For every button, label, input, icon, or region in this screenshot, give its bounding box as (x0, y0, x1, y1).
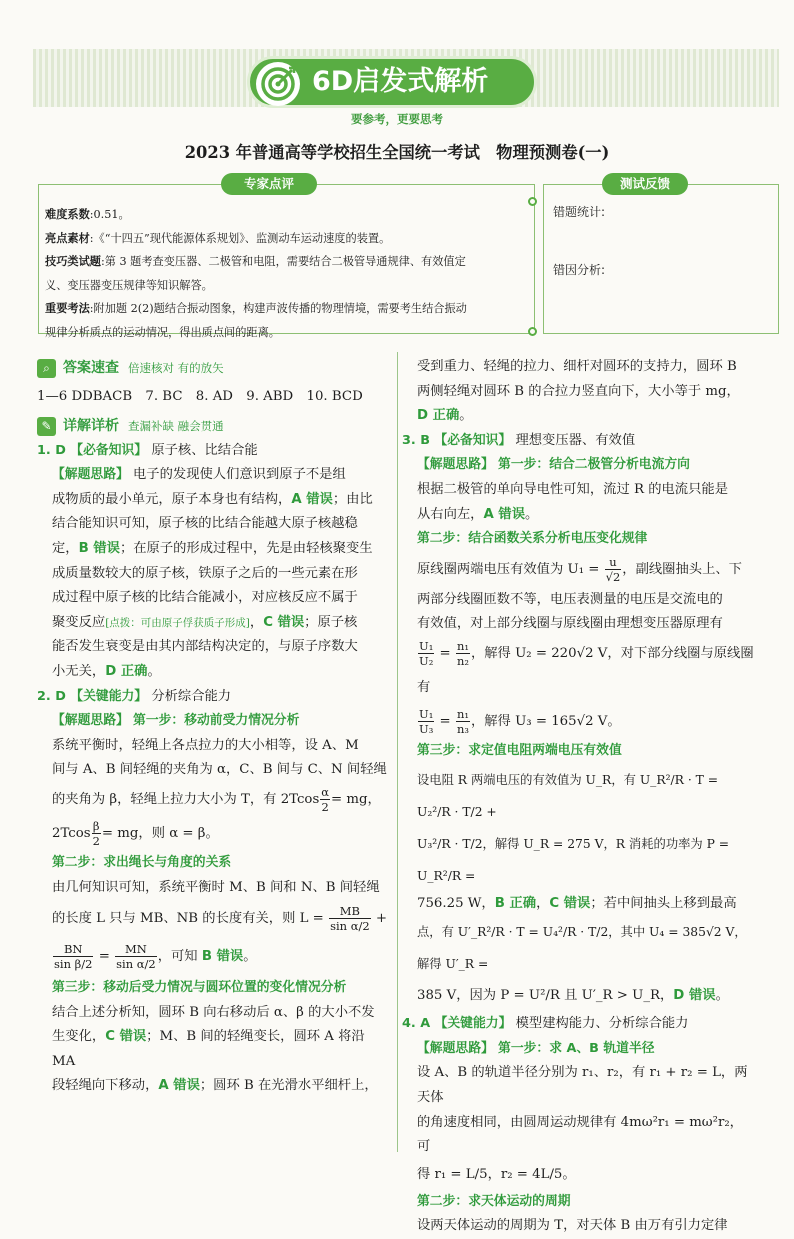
logo-text: 6D启发式解析 (312, 66, 489, 97)
difficulty-value: :0.51。 (89, 208, 130, 221)
wrong-count-label: 错题统计: (553, 205, 606, 219)
q2-heading: 2. D 【关键能力】 分析综合能力 (37, 688, 232, 704)
q3-heading: 3. B 【必备知识】 理想变压器、有效值 (402, 432, 636, 448)
skill-label: 技巧类试题 (45, 255, 101, 268)
explain-subtitle: 查漏补缺 融会贯通 (128, 419, 224, 434)
answers-subtitle: 倍速核对 有的放矢 (128, 360, 224, 375)
search-icon: ⌕ (37, 359, 56, 378)
brand-logo (247, 56, 537, 108)
skill-value-cont: 义、变压器变压规律等知识解答。 (45, 278, 213, 292)
column-divider (397, 352, 398, 1152)
answers-line: 1—6 DDBACB 7. BC 8. AD 9. ABD 10. BCD (37, 389, 363, 404)
expert-panel-content (45, 203, 530, 344)
skill-value: :第 3 题考查变压器、二极管和电阻，需要结合二极管导通规律、有效值定 (100, 255, 466, 268)
q1-heading: 1. D 【必备知识】 原子核、比结合能 (37, 442, 258, 458)
target-icon (256, 62, 300, 106)
highlight-value: :《“十四五”现代能源体系规划》、监测动车运动速度的装置。 (89, 231, 391, 245)
key-method-value: :附加题 2(2)题结合振动图象，构建声波传播的物理情境，需要考生结合振动 (89, 302, 467, 315)
edit-icon: ✎ (37, 417, 56, 436)
expert-panel-tab: 专家点评 (221, 173, 317, 195)
explain-title: 详解详析 (63, 418, 119, 435)
page-title: 2023 年普通高等学校招生全国统一考试 物理预测卷(一) (184, 143, 610, 162)
key-method-value-cont: 规律分析质点的运动情况，得出质点间的距离。 (45, 325, 280, 339)
q4-heading: 4. A 【关键能力】 模型建构能力、分析综合能力 (402, 1016, 689, 1032)
answers-title: 答案速查 (63, 359, 119, 376)
answers-section-header (37, 356, 389, 380)
right-column: 受到重力、轻绳的拉力、细杆对圆环的支持力，圆环 B 两侧轻绳对圆环 B 的合拉力竖直向下，大小等于 mg， D 正确。 3. B 【必备知识】 理想变压器、有效值 【解题思路】 第一步：结合二极管分析电流方向 根据二极管的单向导电性可知，流过 R 的电流只能是 从右向左，A 错误。 第二步：结合函数关系分析电压变化规律 原线圈两端电压有效值为 U₁ = $\frac{u}{√2}$ ，副线圈抽头上、下 两部分线圈匝数不等，电压表测量的电压是交流电的 有效值，对上部分线圈与原线圈由理想变压器原理有 $\frac{\text{U₁}}{\text{U₂}}$ = $\frac{\text{n₁}}{\text{n₂}}$ ，解得 U₂ = 220√2 V，对下部分线圈与原线圈有 $\frac{\text{U₁}}{\text{U₃}}$ = $\frac{\text{n₁}}{\text{n₃}}$ ，解得 U₃ = 165√2 V。 第三步：求定值电阻两端电压有效值 设电阻 R 两端电压的有效值为 U_R，有 U_R²/R · T = U₂²/R · T/2 + U₃²/R · T/2，解得 U_R = 275 V，R 消耗的功率为 P = U_R²/R = 756.25 W，B 正确，C 错误；若中间抽头上移到最高 点，有 U′_R²/R · T = U₄²/R · T/2，其中 U₄ = 385√2 V，解得 U′_R = 385 V，因为 P = U²/R 且 U′_R > U_R，D 错误。 4. A 【关键能力】 模型建构能力、分析综合能力 【解题思路】 第一步：求 A、B 轨道半径 设 A、B 的轨道半径分别为 r₁、r₂，有 r₁ + r₂ = L，两天体 的角速度相同，由圆周运动规律有 4mω²r₁ = mω²r₂，可 得 r₁ = L/5，r₂ = 4L/5。 第二步：求天体运动的周期 设两天体运动的周期为 T，对天体 B 由万有引力定律 (402, 359, 754, 1234)
slogan: 要参考，更要思考 (351, 112, 443, 126)
explain-section-header (37, 415, 389, 439)
feedback-panel-tab: 测试反馈 (602, 173, 688, 195)
left-column: ⌕ 答案速查 倍速核对 有的放矢 1—6 DDBACB 7. BC 8. AD 9. ABD 10. BCD ✎ 详解详析 查漏补缺 融会贯通 1. D 【必备知识】 原子核、比结合能 【解题思路】 电子的发现使人们意识到原子不是组 成物质的最小单元，原子本身也有结构，A 错误；由比 结合能知识可知，原子核的比结合能越大原子核越稳 定，B 错误；在原子的形成过程中，先是由轻核聚变生 成质量数较大的原子核，铁原子之后的一些元素在形 成过程中原子核的比结合能减小，对应核反应不属于 聚变反应[点拨：可由原子俘获质子形成]，C 错误；原子核 能否发生衰变是由其内部结构决定的，与原子序数大 小无关，D 正确。 2. D 【关键能力】 分析综合能力 【解题思路】 第一步：移动前受力情况分析 系统平衡时，轻绳上各点拉力的大小相等，设 A、M 间与 A、B 间轻绳的夹角为 α，C、B 间与 C、N 间轻绳 的夹角为 β，轻绳上拉力大小为 T，有 2Tcos $\frac{\alpha}{2}$ = mg， 2Tcos $\frac{\beta}{2}$ = mg，则 α = β。 第二步：求出绳长与角度的关系 由几何知识可知，系统平衡时 M、B 间和 N、B 间轻绳 的长度 L 只与 MB、NB 的长度有关，则 L = $\frac{MB}{\text{sin α/2}}$ + $\frac{BN}{\text{sin β/2}}$ = $\frac{MN}{\text{sin α/2}}$ ，可知 B 错误。 第三步：移动后受力情况与圆环位置的变化情况分析 结合上述分析知，圆环 B 向右移动后 α、β 的大小不发 生变化，C 错误；M、B 间的轻绳变长，圆环 A 将沿 MA 段轻绳向下移动，A 错误；圆环 B 在光滑水平细杆上， (37, 356, 389, 1099)
tip-note: [点拨：可由原子俘获质子形成] (105, 616, 250, 629)
wrong-reason-label: 错因分析: (553, 263, 606, 277)
highlight-label: 亮点素材 (45, 231, 90, 245)
key-method-label: 重要考法 (45, 302, 90, 315)
difficulty-label: 难度系数 (45, 208, 90, 221)
